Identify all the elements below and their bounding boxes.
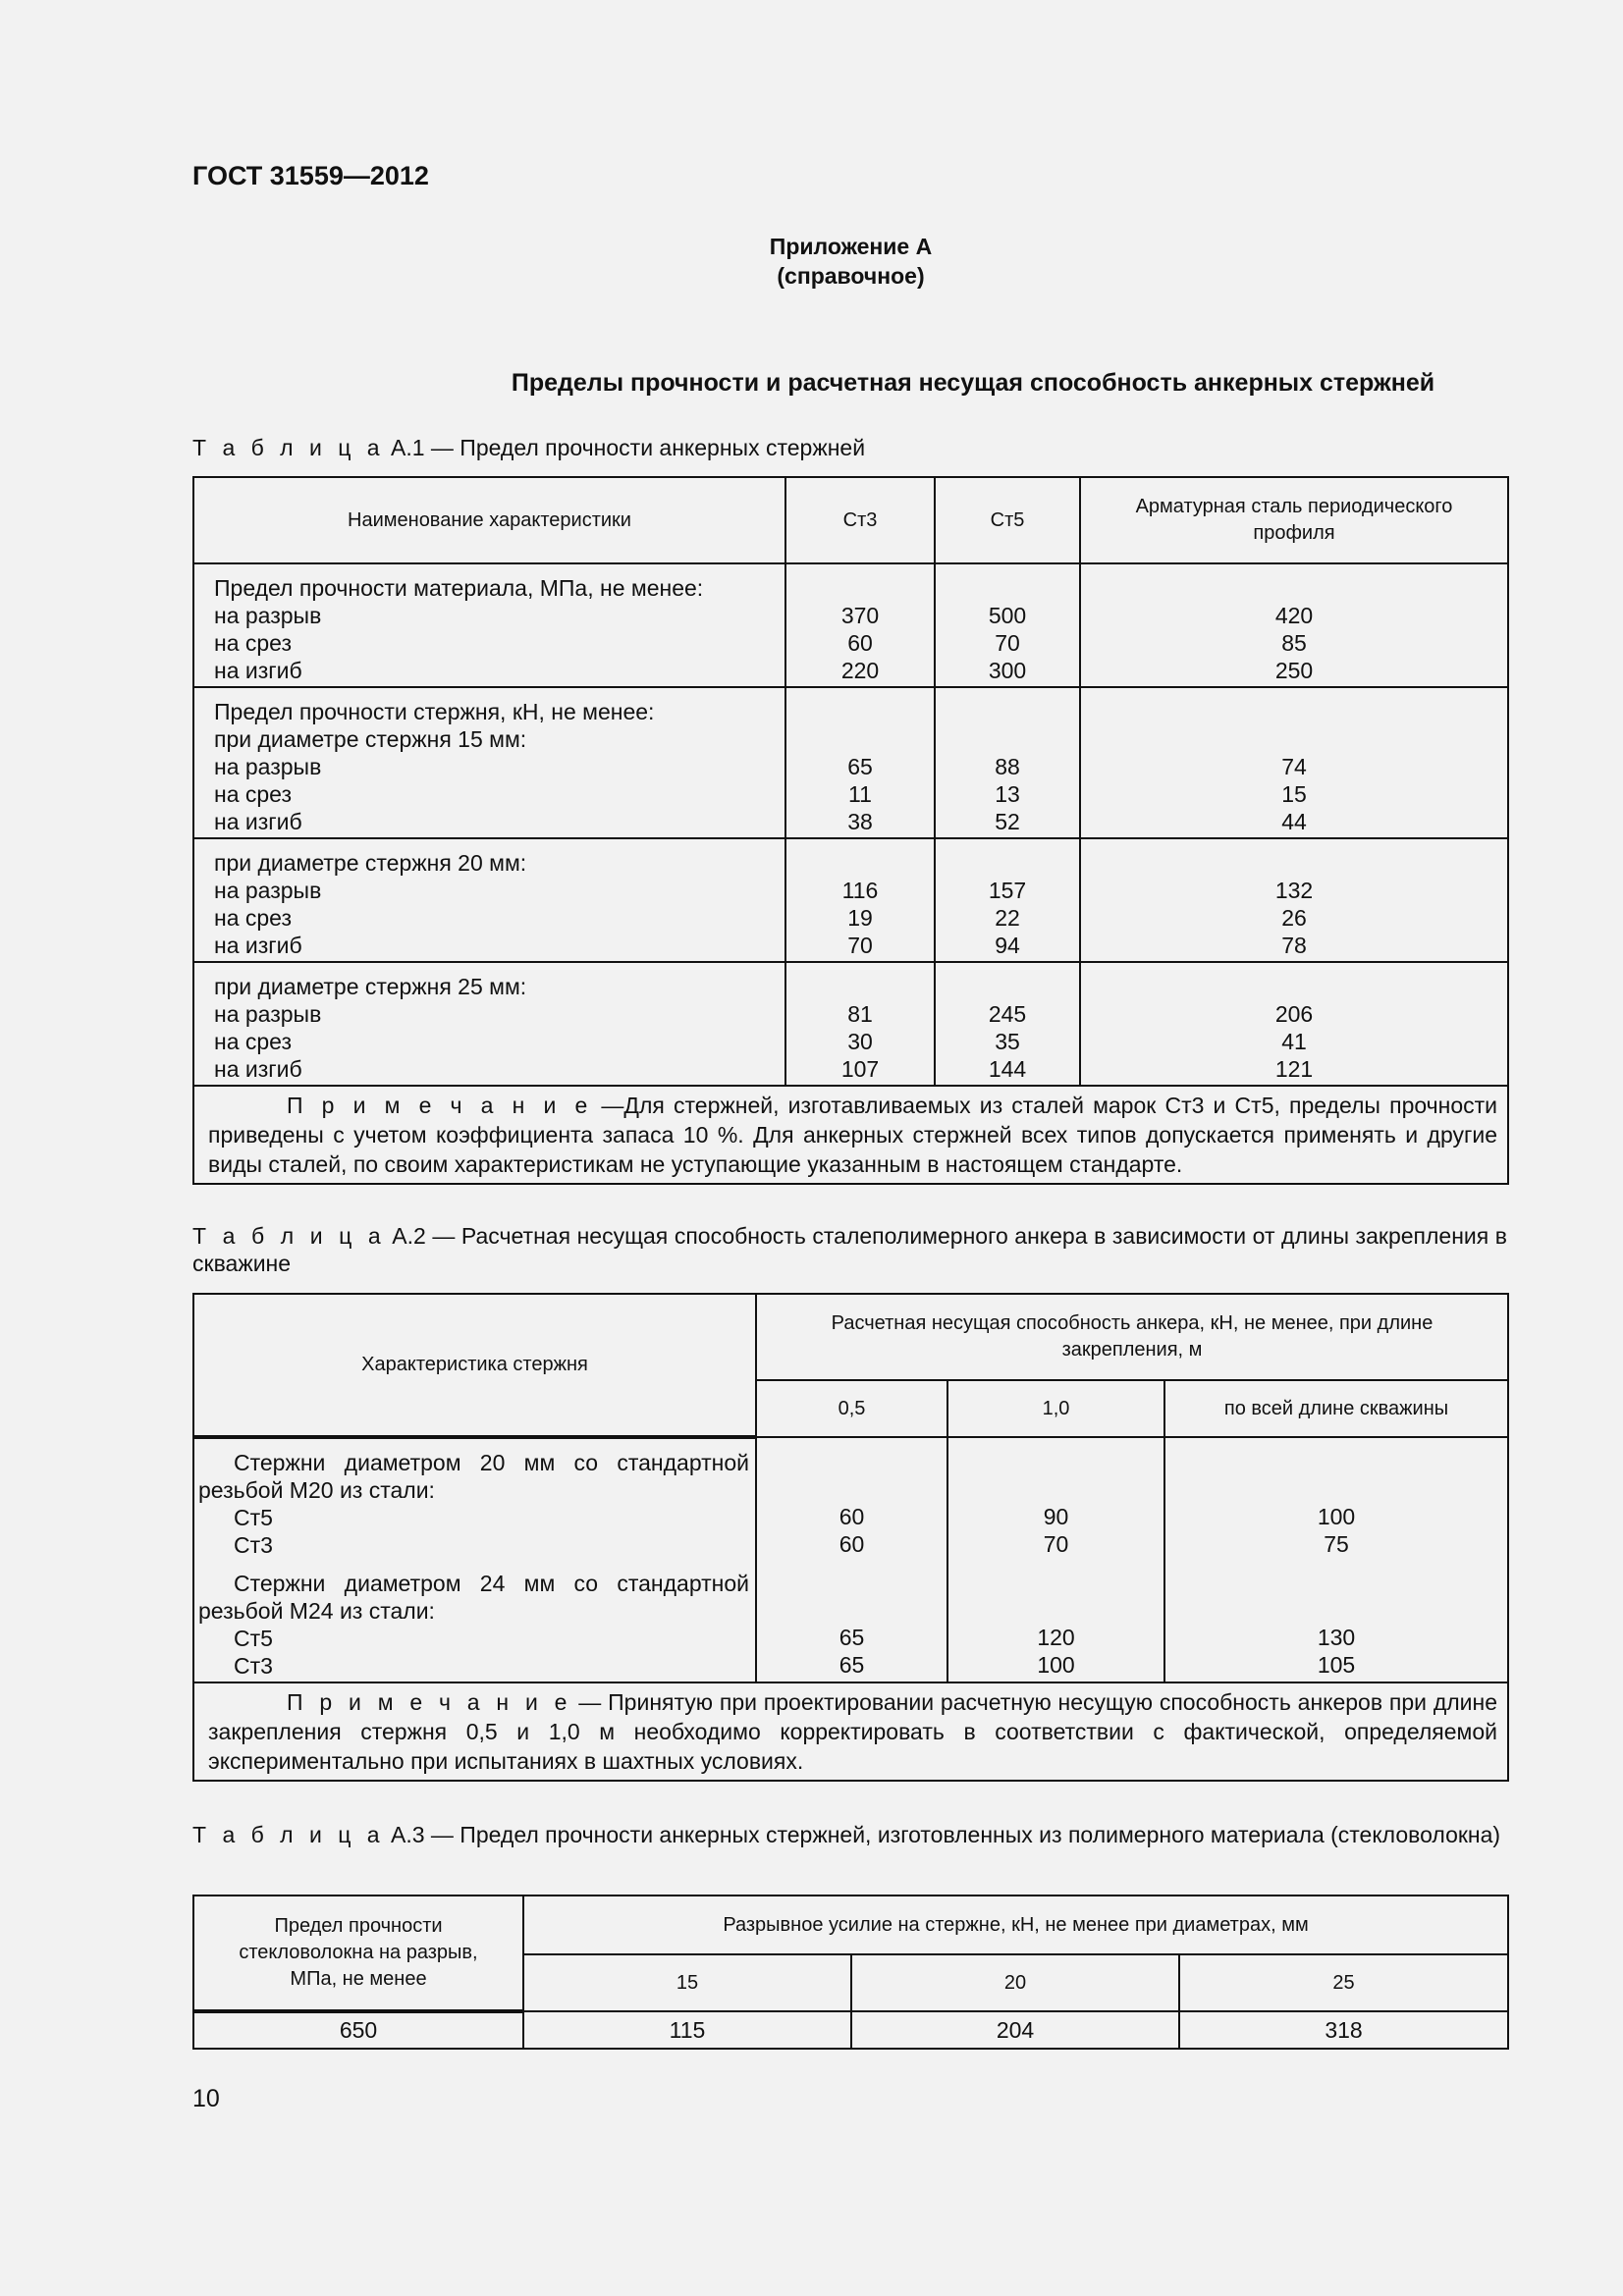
- table1-st5-values: [935, 687, 1080, 838]
- table3-caption-lead: Т а б л и ц а: [192, 1822, 385, 1847]
- table1-st3-values: [785, 962, 935, 1086]
- table2-labels: [193, 1437, 756, 1682]
- table-line: резьбой М24 из стали:: [198, 1598, 435, 1624]
- table-cell: 370: [840, 603, 880, 628]
- table1-st3-values: [785, 687, 935, 838]
- table-cell: 65: [839, 1652, 865, 1678]
- table-cell: 88: [995, 754, 1020, 779]
- table-cell: 13: [995, 781, 1020, 807]
- table-cell: 19: [847, 905, 873, 931]
- table-cell: 420: [1274, 603, 1314, 628]
- table3-caption-rest: А.3 — Предел прочности анкерных стержней, изготовленных из полимерного материала (стекловолокна): [384, 1822, 1501, 1847]
- table1-arm-values: [1080, 563, 1508, 687]
- table-cell: 100: [1317, 1504, 1356, 1529]
- table2-subheader: 0,5: [756, 1380, 947, 1437]
- table-line: на срез: [214, 630, 293, 656]
- table-line: Стержни диаметром 20 мм со стандартной: [234, 1450, 749, 1475]
- table-line: Ст5: [234, 1505, 273, 1530]
- table2-note-text: — Принятую при проектировании расчетную несущую способность анкеров при длине закрепления стержня 0,5 и 1,0 м необходимо корректировать в соответствии с фактической, определяемой экспериментально при испытаниях в шахтных условиях.: [208, 1689, 1498, 1774]
- table-cell: 70: [1043, 1531, 1069, 1557]
- table1-caption: [192, 434, 1507, 461]
- table1-note-text: —Для стержней, изготавливаемых из сталей марок Ст3 и Ст5, пределы прочности приведены с учетом коэффициента запаса 10 %. Для анкерных стержней всех типов допускается применять и другие виды сталей, по своим характеристикам не уступающие указанным в настоящем стандарте.: [208, 1093, 1497, 1177]
- table-cell: 220: [840, 658, 880, 683]
- appendix-type: (справочное): [777, 263, 925, 289]
- table-cell: 70: [995, 630, 1020, 656]
- table-line: на изгиб: [214, 1056, 302, 1082]
- table1-header-arm: Арматурная сталь периодического профиля: [1080, 477, 1508, 563]
- table2-subheader: 1,0: [947, 1380, 1164, 1437]
- table-cell: 52: [995, 809, 1020, 834]
- table-cell: 85: [1281, 630, 1307, 656]
- table3-subheader: 25: [1179, 1954, 1508, 2011]
- table-line: резьбой М20 из стали:: [198, 1477, 435, 1503]
- table3-caption: [192, 1821, 1507, 1848]
- table-cell: 115: [523, 2011, 851, 2049]
- table-line: Предел прочности стержня, кН, не менее:: [214, 699, 655, 724]
- table-cell: 132: [1274, 878, 1314, 903]
- table-line: при диаметре стержня 20 мм:: [214, 850, 527, 876]
- table1-group: [193, 962, 1508, 1086]
- table-cell: 65: [847, 754, 873, 779]
- table-cell: 245: [988, 1001, 1027, 1027]
- table-line: на срез: [214, 781, 293, 807]
- table-cell: 60: [847, 630, 873, 656]
- table3-header-main: Предел прочности стекловолокна на разрыв, МПа, не менее: [193, 1896, 523, 2011]
- table-cell: 107: [840, 1056, 880, 1082]
- table2-col-10: [947, 1437, 1164, 1682]
- table-cell: 120: [1037, 1625, 1075, 1650]
- table1-st3-values: [785, 563, 935, 687]
- table-cell: 105: [1317, 1652, 1356, 1678]
- table-cell: 81: [847, 1001, 873, 1027]
- table-cell: 94: [995, 933, 1020, 958]
- table2-body-row: [193, 1437, 1508, 1682]
- table1-st5-values: [935, 962, 1080, 1086]
- table-cell: 206: [1274, 1001, 1314, 1027]
- table1-st3-values: [785, 838, 935, 962]
- table-line: на разрыв: [214, 1001, 322, 1027]
- table-cell: 44: [1281, 809, 1307, 834]
- table-cell: 100: [1037, 1652, 1075, 1678]
- table1-caption-lead: Т а б л и ц а: [192, 435, 385, 460]
- table-line: на изгиб: [214, 658, 302, 683]
- table-cell: 60: [839, 1504, 865, 1529]
- document-code: ГОСТ 31559—2012: [192, 161, 429, 190]
- table-line: на срез: [214, 1029, 293, 1054]
- appendix-title: Приложение А: [769, 234, 933, 259]
- table-line: Ст5: [234, 1626, 273, 1651]
- table-cell: 116: [841, 878, 879, 903]
- table-cell: 318: [1179, 2011, 1508, 2049]
- table-line: Предел прочности материала, МПа, не менее:: [214, 575, 704, 601]
- table-cell: 90: [1043, 1504, 1069, 1529]
- table-cell: 78: [1281, 933, 1307, 958]
- table3-subheader: 20: [851, 1954, 1179, 2011]
- table-cell: 300: [988, 658, 1027, 683]
- table1-group-labels: [193, 563, 785, 687]
- table-cell: 74: [1281, 754, 1307, 779]
- table2-note-lead: П р и м е ч а н и е: [287, 1689, 572, 1715]
- table2-subheader: по всей длине скважины: [1164, 1380, 1508, 1437]
- table-cell: 22: [995, 905, 1020, 931]
- table3-header-group: Разрывное усилие на стержне, кН, не менее при диаметрах, мм: [523, 1896, 1508, 1954]
- table1-caption-rest: А.1 — Предел прочности анкерных стержней: [384, 435, 866, 460]
- table1-arm-values: [1080, 838, 1508, 962]
- table2-caption: [192, 1222, 1507, 1277]
- table1-note-row: [193, 1086, 1508, 1184]
- table-cell: 60: [839, 1531, 865, 1557]
- table1-header-name: Наименование характеристики: [193, 477, 785, 563]
- table-cell: 15: [1281, 781, 1307, 807]
- table1-st5-values: [935, 838, 1080, 962]
- table-cell: 204: [851, 2011, 1179, 2049]
- table-cell: 121: [1274, 1056, 1314, 1082]
- table2: [192, 1293, 1509, 1782]
- table3-subheader: 15: [523, 1954, 851, 2011]
- table2-col-05: [756, 1437, 947, 1682]
- table1-header-row: [193, 477, 1508, 563]
- table2-header-group: Расчетная несущая способность анкера, кН, не менее, при длине закрепления, м: [756, 1294, 1508, 1380]
- table-cell: 30: [847, 1029, 873, 1054]
- table-line: при диаметре стержня 15 мм:: [214, 726, 527, 752]
- table3: [192, 1895, 1509, 2050]
- table1-group: [193, 563, 1508, 687]
- table-cell: 157: [988, 878, 1027, 903]
- table1-header-st5: Ст5: [935, 477, 1080, 563]
- table-cell: 70: [847, 933, 873, 958]
- table1-note: [193, 1086, 1508, 1184]
- table-cell: 38: [847, 809, 873, 834]
- table-cell: 130: [1317, 1625, 1356, 1650]
- table1-header-st3: Ст3: [785, 477, 935, 563]
- table-cell: 35: [995, 1029, 1020, 1054]
- table-cell: 65: [839, 1625, 865, 1650]
- table1: [192, 476, 1509, 1185]
- table-cell: 144: [988, 1056, 1027, 1082]
- table-line: на изгиб: [214, 809, 302, 834]
- table1-group-labels: [193, 838, 785, 962]
- table1-note-lead: П р и м е ч а н и е: [287, 1093, 593, 1118]
- table1-group-labels: [193, 962, 785, 1086]
- section-title: Пределы прочности и расчетная несущая способность анкерных стержней: [511, 369, 1435, 397]
- table1-group-labels: [193, 687, 785, 838]
- table-cell: 650: [193, 2011, 523, 2049]
- table-cell: 75: [1324, 1531, 1349, 1557]
- table2-caption-rest: А.2 — Расчетная несущая способность сталеполимерного анкера в зависимости от длины закрепления в скважине: [192, 1223, 1507, 1276]
- table-cell: 500: [988, 603, 1027, 628]
- table-cell: 41: [1281, 1029, 1307, 1054]
- table-line: Ст3: [234, 1653, 273, 1679]
- table-line: на разрыв: [214, 603, 322, 628]
- table2-header-row: [193, 1294, 1508, 1380]
- table1-group: [193, 687, 1508, 838]
- table1-group: [193, 838, 1508, 962]
- table2-col-full: [1164, 1437, 1508, 1682]
- table-line: на разрыв: [214, 754, 322, 779]
- table-line: Ст3: [234, 1532, 273, 1558]
- table1-arm-values: [1080, 962, 1508, 1086]
- table-line: при диаметре стержня 25 мм:: [214, 974, 527, 999]
- table2-note-row: [193, 1682, 1508, 1781]
- table3-body-row: [193, 2011, 1508, 2049]
- page-number: 10: [192, 2085, 220, 2112]
- table-cell: 11: [848, 781, 872, 807]
- table2-note: [193, 1682, 1508, 1781]
- table-line: на срез: [214, 905, 293, 931]
- table2-header-main: Характеристика стержня: [193, 1294, 756, 1437]
- table-line: Стержни диаметром 24 мм со стандартной: [234, 1571, 749, 1596]
- table-line: на разрыв: [214, 878, 322, 903]
- table-cell: 250: [1274, 658, 1314, 683]
- table-line: на изгиб: [214, 933, 302, 958]
- table3-header-row: [193, 1896, 1508, 1954]
- table2-caption-lead: Т а б л и ц а: [192, 1223, 386, 1249]
- table1-arm-values: [1080, 687, 1508, 838]
- table1-st5-values: [935, 563, 1080, 687]
- table-cell: 26: [1281, 905, 1307, 931]
